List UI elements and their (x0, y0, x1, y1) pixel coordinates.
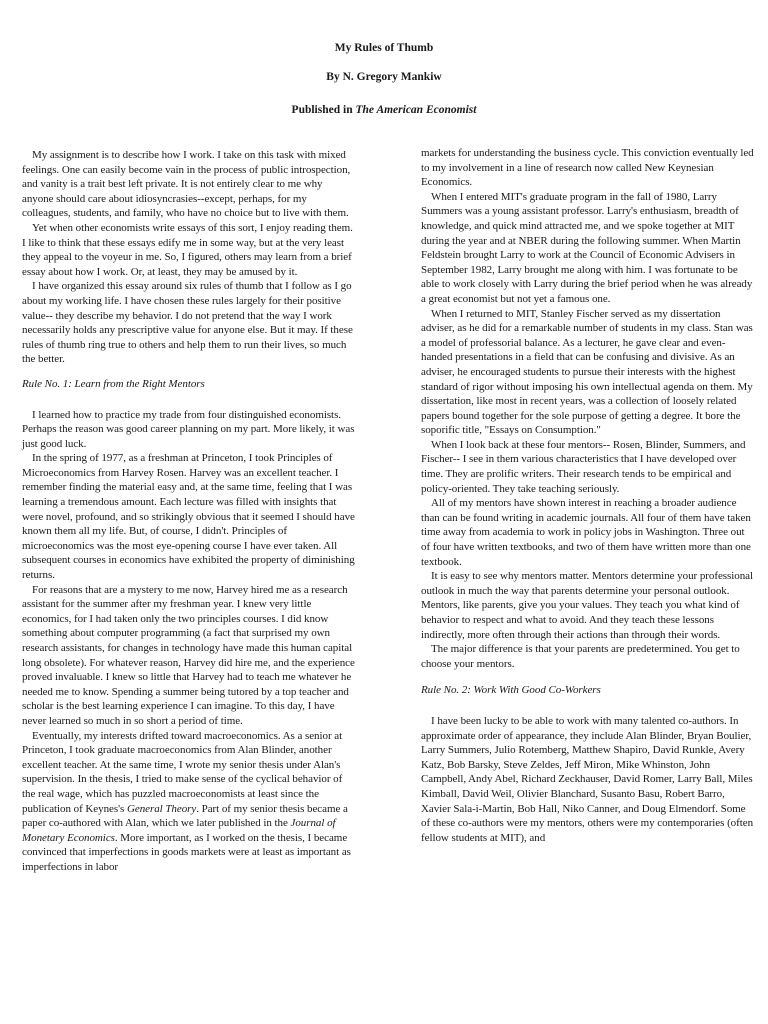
paragraph (22, 729, 356, 875)
publication-line (0, 103, 768, 117)
paragraph: Yet when other economists write essays of this sort, I enjoy reading them. I like to think that these essays edify me in some way, but at the very least they appeal to the voyeur in me. So, I figured, others may learn from a brief essay about how I work. Or, at least, they may be amused by it. (22, 221, 353, 278)
published-prefix: Published in (291, 104, 356, 116)
document-title: My Rules of Thumb (334, 42, 434, 54)
right-column (421, 146, 754, 845)
paragraph: I have been lucky to be able to work with many talented co-authors. In approximate order of appearance, they include Alan Blinder, Bryan Boulier, Larry Summers, Julio Rotemberg, Matthew Shapiro, David Runkle, Avery Katz, Bob Barsky, Steve Zeldes, Jeff Miron, Mike Whinston, John Campbell, Andy Abel, Richard Zeckhauser, David Romer, Larry Ball, Miles Kimball, David Weil, Olivier Blanchard, Susanto Basu, Robert Barro, Xavier Sala-i-Martin, Bob Hall, Niko Canner, and Doug Elmendorf. Some of these co-authors were my mentors, others were my contemporaries (often fellow students at MIT), and (421, 714, 754, 844)
paragraph: When I returned to MIT, Stanley Fischer served as my dissertation adviser, as he did for a remarkable number of students in my class. Stan was a model of professorial balance. As a lecturer, he gave clear and even-handed presentations in a field that can be confusing and divisive. As an adviser, he encouraged students to pursue their interests with the highest standard of rigor without imposing his own intellectual agenda on them. My dissertation, like most in recent years, was a collection of loosely related papers bound together for the sole purpose of getting a degree. It bore the soporific title, "Essays on Consumption." (421, 307, 753, 437)
author-line: By N. Gregory Mankiw (326, 71, 442, 83)
section-heading-rule-1: Rule No. 1: Learn from the Right Mentors (22, 377, 205, 390)
book-title: General Theory (126, 802, 197, 815)
paragraph: For reasons that are a mystery to me now, Harvey hired me as a research assistant for the summer after my freshman year. I knew very little economics, for I had taken only the two principles courses. I did know something about computer programming (a fact that surprised my own research assistants, for changes in technology have made this human capital long obsolete). For whatever reason, Harvey did hire me, and the experience proved invaluable. I knew so little that Harvey had to teach me whatever he needed me to know. Spending a summer being tutored by a top teacher and scholar is the best learning experience I can imagine. To this day, I have never learned so much in so short a period of time. (22, 583, 355, 727)
paragraph: I have organized this essay around six rules of thumb that I follow as I go about my working life. I have chosen these rules largely for their positive value-- they describe my behavior. I do not pretend that the way I work necessarily holds any prescriptive value for anyone else. But it may. If these rules of thumb ring true to others and help them to run their lives, so much the better. (22, 280, 353, 366)
paragraph: When I look back at these four mentors-- Rosen, Blinder, Summers, and Fischer-- I see in them various characteristics that I have developed over time. They are prolific writers. Their research tends to be empirical and policy-oriented. They take teaching seriously. (421, 438, 746, 495)
paragraph: All of my mentors have shown interest in reaching a broader audience than can be found writing in academic journals. All four of them have taken time away from academia to work in policy jobs in Washington. Three out of four have written textbooks, and two of them have written more than one textbook. (421, 497, 751, 568)
paragraph-text: . More important, as I worked on the thesis, I became convinced that imperfections in goods markets were at least as important as imperfections in labor (22, 831, 351, 873)
paragraph: In the spring of 1977, as a freshman at Princeton, I took Principles of Microeconomics from Harvey Rosen. Harvey was an excellent teacher. I remember finding the material easy and, at the same time, feeling that I was learning a tremendous amount. Each lecture was filled with insights that were novel, profound, and so strikingly obvious that it seemed I should have known them all my life. But, of course, I didn't. Principles of microeconomics was the most eye-opening course I have ever taken. All subsequent courses in economics have exhibited the property of diminishing returns. (22, 452, 355, 582)
paragraph-text: Eventually, my interests drifted toward macroeconomics. As a senior at Princeton, I took graduate macroeconomics from Alan Blinder, another excellent teacher. At the same time, I wrote my senior thesis under Alan's supervision. In the thesis, I tried to make sense of the cyclical behavior of the real wage, which has puzzled macroeconomists at least since the publication of Keynes's (22, 729, 343, 815)
paragraph: My assignment is to describe how I work. I take on this task with mixed feelings. One can easily become vain in the process of public introspection, and vanity is a trait best left private. It is not entirely clear to me why anyone should care about idiosyncrasies--except, perhaps, for my colleagues, students, and family, who have no choice but to live with them. (22, 149, 351, 220)
section-heading-rule-2: Rule No. 2: Work With Good Co-Workers (421, 684, 601, 697)
journal-title: Journal of Monetary Economics (22, 817, 336, 844)
paragraph: The major difference is that your parents are predetermined. You get to choose your mentors. (421, 643, 740, 670)
journal-name: The American Economist (355, 104, 477, 116)
paragraph: It is easy to see why mentors matter. Mentors determine your professional outlook in much the way that parents determine your personal outlook. Mentors, like parents, give you your values. They teach you what kind of behavior to respect and what to avoid. And they teach these lessons indirectly, more often through their actions than through their words. (421, 570, 753, 641)
paragraph-text: . Part of my senior thesis became a paper co-authored with Alan, which we later published in the (22, 802, 348, 830)
left-column (22, 148, 356, 875)
paragraph: I learned how to practice my trade from four distinguished economists. Perhaps the reason was good career planning on my part. More likely, it was just good luck. (22, 408, 355, 450)
paragraph: When I entered MIT's graduate program in the fall of 1980, Larry Summers was a young assistant professor. Larry's enthusiasm, breadth of knowledge, and quick mind attracted me, and we spoke together at MIT during the year and at NBER during the following summer. When Martin Feldstein brought Larry to work at the Council of Economic Advisers in September 1982, Larry brought me along with him. I was fortunate to be able to work closely with Larry during the brief period when he was already a great economist but not yet a famous one. (421, 190, 753, 305)
paragraph: markets for understanding the business cycle. This conviction eventually led to my involvement in a line of research now called New Keynesian Economics. (421, 147, 754, 189)
